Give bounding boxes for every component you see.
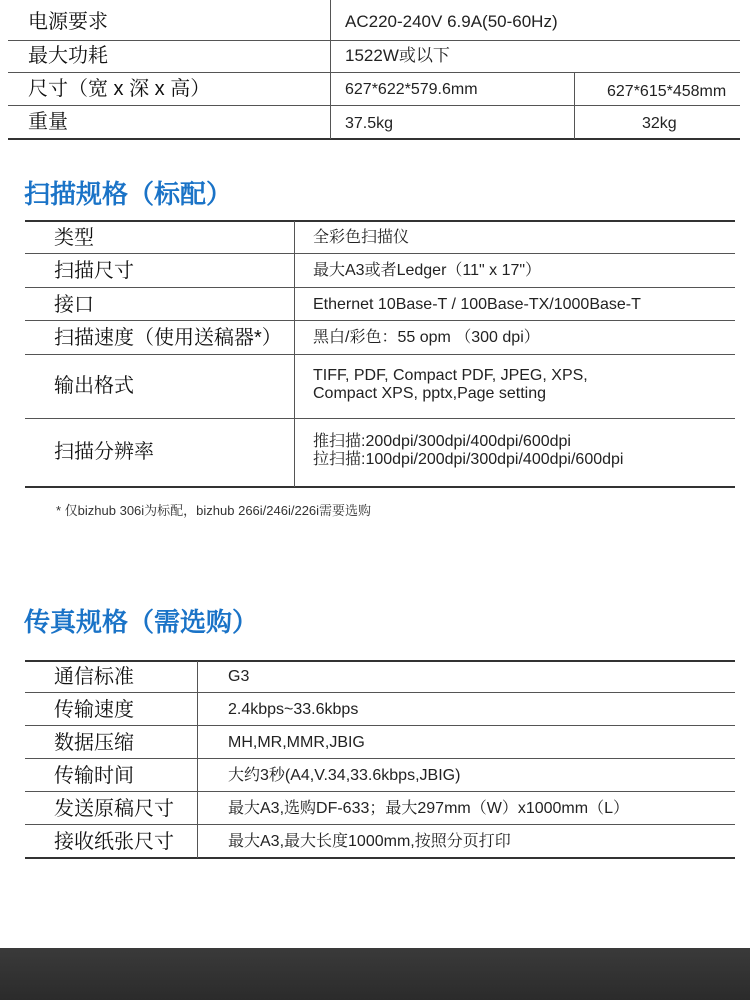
spec-value-line: TIFF, PDF, Compact PDF, JPEG, XPS, — [313, 367, 588, 384]
spec-label: 尺寸（宽 x 深 x 高） — [28, 78, 211, 100]
spec-value-line: Compact XPS, pptx,Page setting — [313, 385, 547, 402]
divider — [25, 692, 735, 693]
divider — [25, 758, 735, 759]
divider — [25, 486, 735, 488]
spec-value-line: 推扫描:200dpi/300dpi/400dpi/600dpi — [313, 433, 571, 450]
spec-value: 37.5kg — [345, 115, 394, 132]
spec-label: 传输速度 — [54, 699, 134, 721]
spec-label: 最大功耗 — [28, 45, 108, 67]
spec-label: 扫描分辨率 — [54, 441, 154, 463]
divider — [574, 72, 575, 139]
spec-label: 数据压缩 — [54, 732, 134, 754]
divider — [25, 725, 735, 726]
divider — [25, 287, 735, 288]
spec-label: 电源要求 — [28, 11, 108, 33]
spec-label: 输出格式 — [54, 375, 134, 397]
divider — [8, 105, 740, 106]
spec-value-multiline — [313, 433, 623, 469]
spec-value: 最大A3,选购DF-633；最大297mm（W）x1000mm（L） — [228, 800, 629, 817]
spec-value-multiline — [313, 367, 588, 403]
divider — [25, 824, 735, 825]
spec-label: 发送原稿尺寸 — [54, 798, 174, 820]
spec-value-line: 拉扫描:100dpi/200dpi/300dpi/400dpi/600dpi — [313, 451, 624, 468]
spec-value: 1522W或以下 — [345, 46, 450, 65]
spec-value: 黑白/彩色：55 opm （300 dpi） — [313, 329, 540, 346]
spec-label: 传输时间 — [54, 765, 134, 787]
spec-value: 最大A3或者Ledger（11" x 17"） — [313, 262, 542, 279]
divider — [8, 72, 740, 73]
divider — [8, 138, 740, 140]
spec-value: 大约3秒(A4,V.34,33.6kbps,JBIG) — [228, 767, 461, 784]
spec-label: 接收纸张尺寸 — [54, 831, 174, 853]
spec-value: Ethernet 10Base-T / 100Base-TX/1000Base-T — [313, 296, 641, 313]
spec-value-alt: 627*615*458mm — [607, 83, 727, 100]
divider — [330, 0, 331, 139]
divider — [25, 857, 735, 859]
scan-section-title: 扫描规格（标配） — [24, 179, 233, 209]
spec-value: 最大A3,最大长度1000mm,按照分页打印 — [228, 833, 511, 850]
footnote: * 仅bizhub 306i为标配，bizhub 266i/246i/226i需要选购 — [56, 503, 372, 518]
spec-value: MH,MR,MMR,JBIG — [228, 734, 365, 751]
divider — [25, 660, 735, 662]
spec-label: 通信标准 — [54, 666, 134, 688]
spec-label: 接口 — [54, 294, 94, 316]
spec-value-alt: 32kg — [642, 115, 677, 132]
divider — [25, 220, 735, 222]
spec-label: 重量 — [28, 111, 68, 133]
fax-section-title: 传真规格（需选购） — [24, 607, 259, 637]
spec-value: 2.4kbps~33.6kbps — [228, 701, 359, 718]
footer-band — [0, 948, 750, 1000]
spec-value: 全彩色扫描仪 — [313, 229, 410, 246]
divider — [25, 253, 735, 254]
divider — [294, 221, 295, 487]
divider — [25, 354, 735, 355]
spec-value: AC220-240V 6.9A(50-60Hz) — [345, 12, 558, 31]
divider — [25, 320, 735, 321]
divider — [197, 661, 198, 858]
divider — [25, 418, 735, 419]
spec-label: 类型 — [54, 227, 94, 249]
divider — [25, 791, 735, 792]
spec-value: 627*622*579.6mm — [345, 81, 478, 98]
spec-label: 扫描尺寸 — [54, 260, 134, 282]
divider — [8, 40, 740, 41]
spec-value: G3 — [228, 668, 250, 685]
spec-label: 扫描速度（使用送稿器*） — [54, 327, 282, 349]
